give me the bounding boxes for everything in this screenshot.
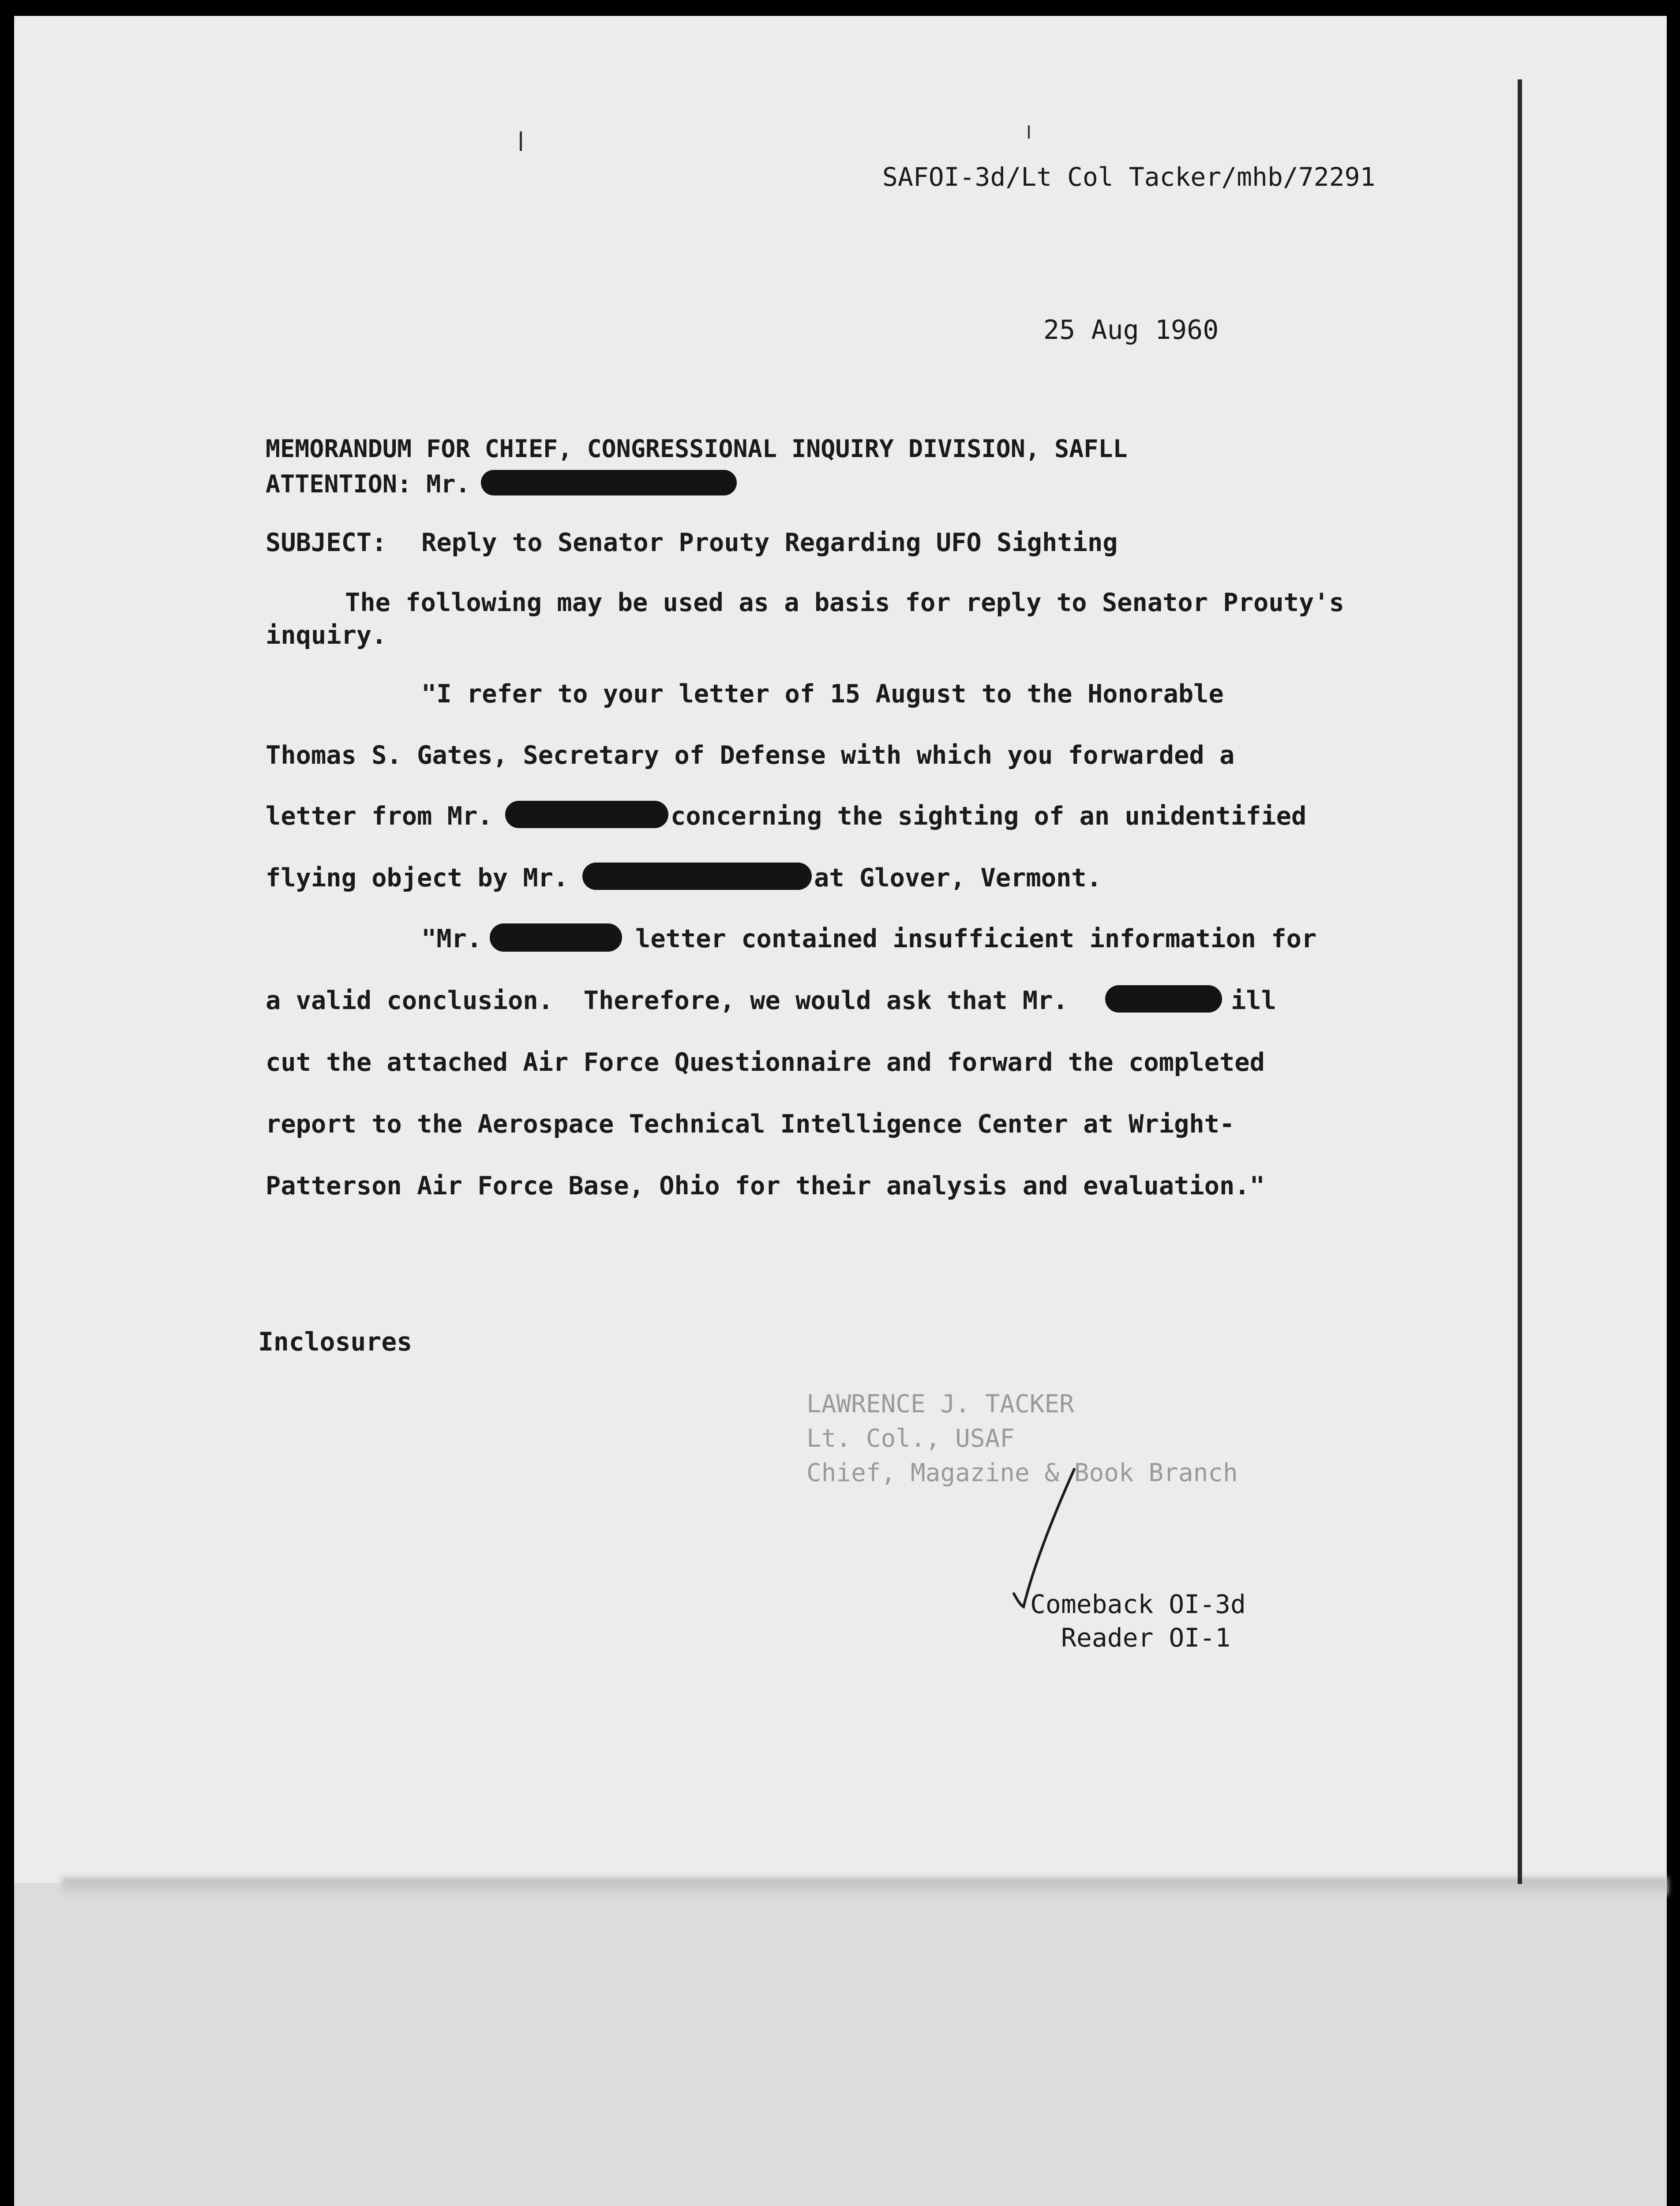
check-mark-icon	[1010, 1465, 1081, 1610]
quote2-line-1b: letter contained insufficient information for	[635, 924, 1317, 953]
quote-line-4b: at Glover, Vermont.	[814, 863, 1102, 893]
quote2-line-5: Patterson Air Force Base, Ohio for their analysis and evaluation."	[266, 1171, 1265, 1201]
quote2-line-3: cut the attached Air Force Questionnaire and forward the completed	[266, 1048, 1265, 1077]
redaction	[582, 863, 812, 890]
stray-mark	[520, 131, 522, 151]
redaction	[505, 801, 668, 828]
inclosures-label: Inclosures	[258, 1327, 412, 1357]
fold-shadow	[62, 1877, 1668, 1895]
signature-name: LAWRENCE J. TACKER	[806, 1390, 1074, 1418]
quote-line-1: "I refer to your letter of 15 August to the Honorable	[421, 679, 1224, 709]
memorandum-line: MEMORANDUM FOR CHIEF, CONGRESSIONAL INQUIRY DIVISION, SAFLL	[266, 435, 1128, 463]
intro-line-2: inquiry.	[266, 621, 387, 650]
quote-line-4a: flying object by Mr.	[266, 863, 569, 893]
attention-label: ATTENTION: Mr.	[266, 470, 470, 498]
paper-lower-area	[14, 1883, 1667, 2206]
quote2-line-2a: a valid conclusion. Therefore, we would ask that Mr.	[266, 986, 1068, 1015]
quote-line-3a: letter from Mr.	[266, 802, 493, 831]
quote2-line-1a: "Mr.	[421, 924, 482, 953]
reference-line: SAFOI-3d/Lt Col Tacker/mhb/72291	[882, 162, 1376, 192]
subject-text: Reply to Senator Prouty Regarding UFO Sighting	[421, 528, 1118, 557]
subject-label: SUBJECT:	[266, 528, 387, 557]
signature-rank: Lt. Col., USAF	[806, 1424, 1015, 1453]
routing-comeback: Comeback OI-3d	[1030, 1589, 1246, 1619]
routing-reader: Reader OI-1	[1061, 1623, 1231, 1653]
redaction	[481, 470, 737, 495]
quote-line-3b: concerning the sighting of an unidentified	[671, 802, 1307, 831]
stray-mark	[1028, 125, 1030, 139]
redaction	[490, 923, 622, 952]
date: 25 Aug 1960	[1043, 315, 1219, 345]
quote2-line-4: report to the Aerospace Technical Intelligence Center at Wright-	[266, 1110, 1235, 1139]
intro-line-1: The following may be used as a basis for reply to Senator Prouty's	[345, 588, 1344, 617]
signature-title: Chief, Magazine & Book Branch	[806, 1459, 1238, 1487]
quote2-line-2b: ill	[1231, 986, 1276, 1015]
paper-edge-line	[1518, 79, 1522, 1884]
redaction	[1105, 985, 1222, 1013]
quote-line-2: Thomas S. Gates, Secretary of Defense with which you forwarded a	[266, 741, 1235, 770]
